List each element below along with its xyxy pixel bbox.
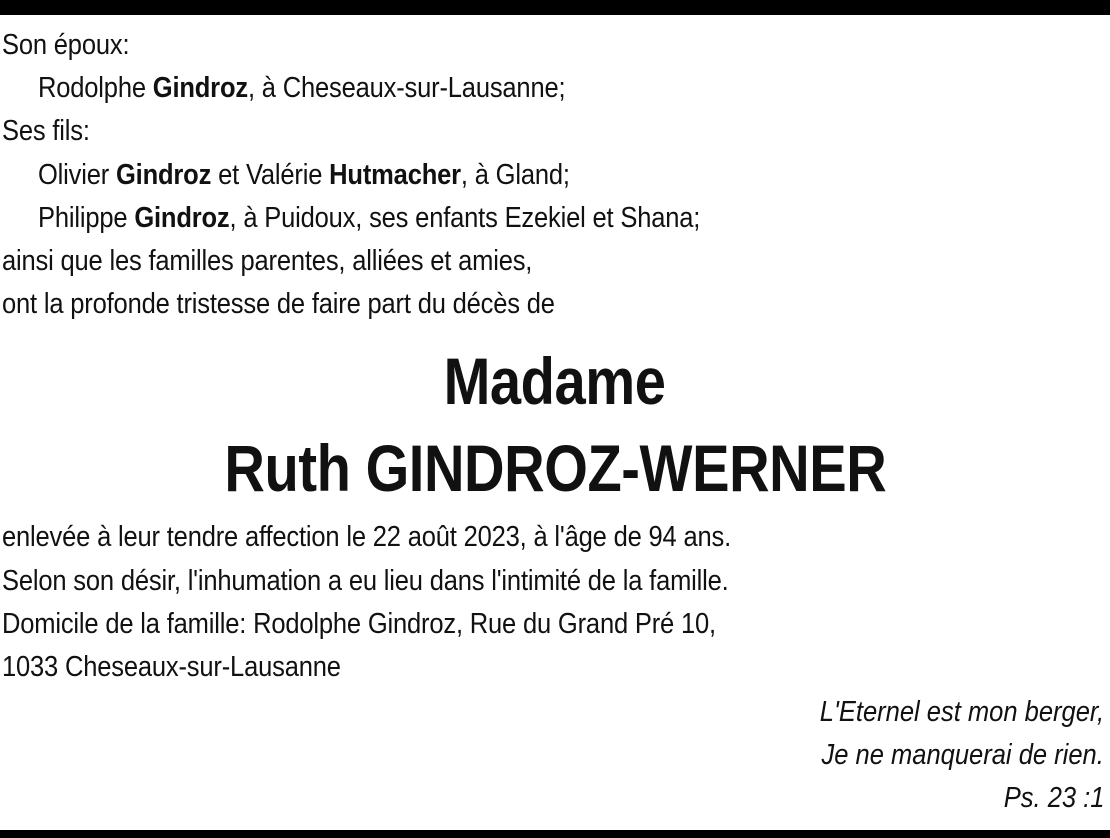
spouse-given-name: Rodolphe (38, 72, 146, 104)
deceased-title (0, 345, 1110, 417)
details-line-1: enlevée à leur tendre affection le 22 août 2023, à l'âge de 94 ans. (2, 521, 732, 553)
son1-surname: Gindroz (116, 159, 212, 191)
deceased-title-text: Madame (444, 344, 666, 418)
relatives-line: ainsi que les familles parentes, alliées et amies, (2, 245, 533, 277)
son2-details: , à Puidoux, ses enfants Ezekiel et Shana; (229, 202, 701, 234)
son1-partner-surname: Hutmacher (329, 159, 461, 191)
top-border (0, 0, 1110, 15)
son2-line (38, 200, 700, 236)
sons-heading: Ses fils: (2, 115, 90, 147)
son2-given-name: Philippe (38, 202, 128, 234)
announcement-line: ont la profonde tristesse de faire part du décès de (2, 288, 555, 320)
deceased-name (0, 432, 1110, 504)
details-line-4: 1033 Cheseaux-sur-Lausanne (2, 651, 341, 683)
son1-connector: et Valérie (211, 159, 330, 191)
son1-given-name: Olivier (38, 159, 110, 191)
verse-line-1: L'Eternel est mon berger, (819, 696, 1104, 728)
spouse-surname: Gindroz (152, 72, 248, 104)
verse-line-2: Je ne manquerai de rien. (821, 739, 1104, 771)
verse-reference: Ps. 23 :1 (1003, 782, 1104, 814)
details-line-3: Domicile de la famille: Rodolphe Gindroz, Rue du Grand Pré 10, (2, 608, 716, 640)
deceased-name-text: Ruth GINDROZ-WERNER (224, 431, 886, 505)
spouse-heading: Son époux: (2, 29, 130, 61)
son1-location: , à Gland; (460, 159, 570, 191)
details-line-2: Selon son désir, l'inhumation a eu lieu dans l'intimité de la famille. (2, 565, 729, 597)
son2-surname: Gindroz (134, 202, 230, 234)
spouse-line (38, 70, 565, 106)
son1-line (38, 157, 570, 193)
bottom-border (0, 830, 1110, 838)
spouse-location: , à Cheseaux-sur-Lausanne; (247, 72, 566, 104)
